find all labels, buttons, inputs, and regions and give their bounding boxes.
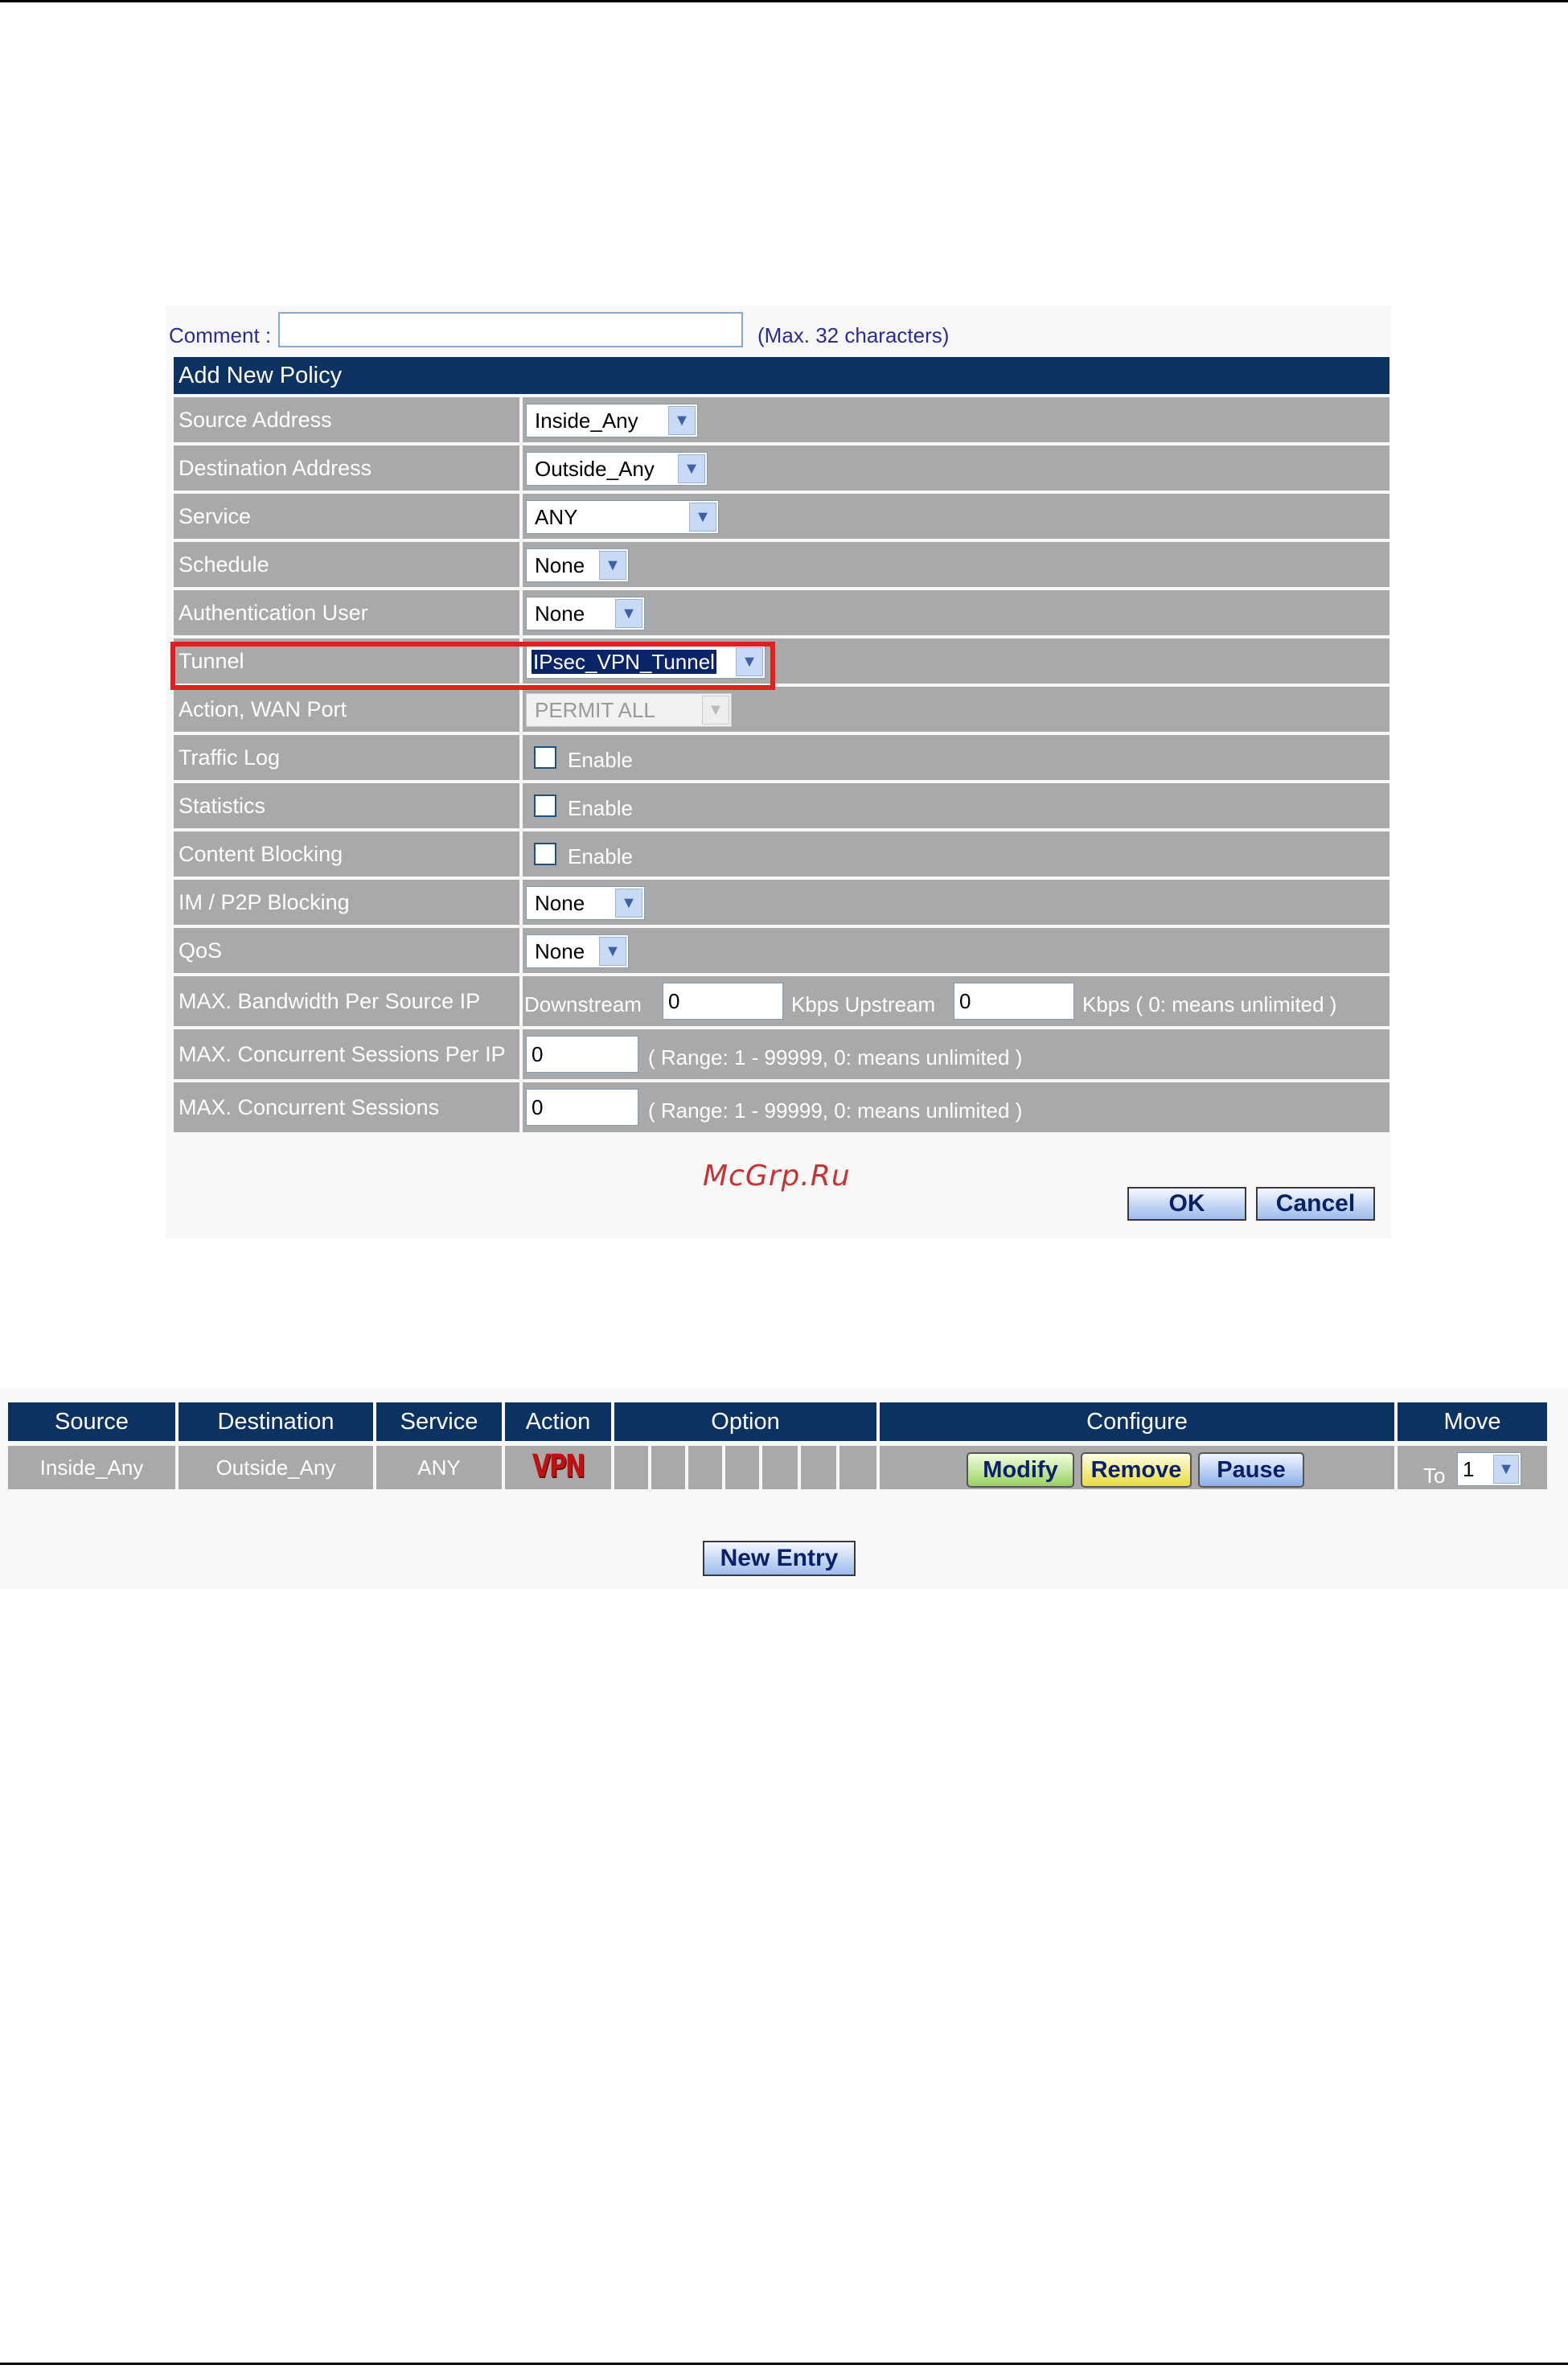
tunnel-highlight-box (170, 642, 775, 690)
row-qos (174, 928, 1389, 973)
option-cell-2 (651, 1446, 685, 1489)
authentication-user-select[interactable] (526, 597, 645, 630)
header-action: Action (505, 1402, 611, 1441)
max-bandwidth-label: MAX. Bandwidth Per Source IP (174, 976, 519, 1026)
option-cell-5 (762, 1446, 798, 1489)
row-content-blocking (174, 831, 1389, 877)
schedule-label: Schedule (174, 542, 519, 587)
chevron-down-icon[interactable]: ▼ (615, 889, 642, 918)
chevron-down-icon: ▼ (702, 696, 729, 725)
action-wan-port-select (526, 693, 732, 727)
row-authentication-user (174, 590, 1389, 635)
chevron-down-icon[interactable]: ▼ (678, 454, 705, 483)
qos-label: QoS (174, 928, 519, 973)
cell-destination: Outside_Any (179, 1446, 373, 1489)
chevron-down-icon[interactable]: ▼ (599, 551, 626, 580)
source-address-label: Source Address (174, 397, 519, 442)
option-cell-7 (839, 1446, 876, 1489)
header-service: Service (376, 1402, 502, 1441)
destination-address-select[interactable] (526, 452, 708, 486)
max-sessions-per-ip-label: MAX. Concurrent Sessions Per IP (174, 1029, 519, 1079)
max-sessions-per-ip-hint: ( Range: 1 - 99999, 0: means unlimited ) (648, 1045, 1023, 1070)
upstream-label: Kbps Upstream (791, 992, 936, 1016)
policy-table (0, 1388, 1568, 1589)
max-sessions-hint: ( Range: 1 - 99999, 0: means unlimited ) (648, 1098, 1023, 1123)
content-blocking-enable-label: Enable (568, 844, 633, 868)
comment-label: Comment : (169, 323, 272, 347)
remove-button[interactable]: Remove (1081, 1452, 1192, 1488)
header-source: Source (8, 1402, 175, 1441)
watermark: McGrp.Ru (703, 1160, 851, 1193)
content-blocking-label: Content Blocking (174, 831, 519, 877)
service-select[interactable] (526, 500, 719, 534)
traffic-log-enable-label: Enable (568, 748, 633, 772)
row-statistics (174, 783, 1389, 828)
new-entry-button[interactable]: New Entry (703, 1541, 856, 1576)
source-address-value: Inside_Any (535, 409, 638, 433)
upstream-input[interactable]: 0 (954, 983, 1074, 1020)
downstream-input[interactable]: 0 (663, 983, 783, 1020)
service-label: Service (174, 494, 519, 539)
option-cell-4 (725, 1446, 759, 1489)
destination-address-value: Outside_Any (535, 457, 655, 481)
header-configure: Configure (880, 1402, 1394, 1441)
chevron-down-icon[interactable]: ▼ (1493, 1455, 1519, 1484)
comment-hint: (Max. 32 characters) (757, 323, 950, 347)
im-p2p-blocking-label: IM / P2P Blocking (174, 880, 519, 925)
authentication-user-label: Authentication User (174, 590, 519, 635)
chevron-down-icon[interactable]: ▼ (668, 406, 696, 435)
row-source-address (174, 397, 1389, 442)
max-sessions-label: MAX. Concurrent Sessions (174, 1082, 519, 1132)
row-im-p2p-blocking (174, 880, 1389, 925)
action-wan-port-label: Action, WAN Port (174, 687, 519, 732)
move-select[interactable] (1457, 1452, 1521, 1486)
traffic-log-checkbox[interactable] (534, 746, 556, 769)
cell-source: Inside_Any (8, 1446, 175, 1489)
source-address-select[interactable] (526, 404, 698, 437)
row-service (174, 494, 1389, 539)
destination-address-label: Destination Address (174, 445, 519, 491)
tunnel-label: Tunnel (174, 638, 519, 684)
move-value: 1 (1463, 1457, 1475, 1481)
chevron-down-icon[interactable]: ▼ (615, 599, 642, 628)
vpn-icon: VPN (532, 1448, 585, 1486)
cancel-button[interactable]: Cancel (1256, 1187, 1375, 1221)
row-max-sessions-per-ip (174, 1029, 1389, 1079)
row-destination-address (174, 445, 1389, 491)
option-cell-1 (614, 1446, 648, 1489)
im-p2p-blocking-value: None (535, 891, 585, 915)
max-sessions-input[interactable]: 0 (526, 1089, 638, 1126)
comment-input[interactable] (278, 312, 743, 347)
service-value: ANY (535, 505, 578, 529)
add-policy-form (166, 306, 1391, 1238)
max-sessions-per-ip-input[interactable]: 0 (526, 1036, 638, 1073)
option-cell-6 (801, 1446, 836, 1489)
qos-select[interactable] (526, 934, 629, 968)
traffic-log-label: Traffic Log (174, 735, 519, 780)
authentication-user-value: None (535, 601, 585, 626)
schedule-value: None (535, 553, 585, 577)
modify-button[interactable]: Modify (967, 1452, 1074, 1488)
statistics-label: Statistics (174, 783, 519, 828)
qos-value: None (535, 939, 585, 963)
content-blocking-checkbox[interactable] (534, 843, 556, 865)
bandwidth-hint: Kbps ( 0: means unlimited ) (1082, 992, 1337, 1016)
header-move: Move (1398, 1402, 1547, 1441)
pause-button[interactable]: Pause (1198, 1452, 1304, 1488)
header-destination: Destination (179, 1402, 373, 1441)
chevron-down-icon[interactable]: ▼ (736, 647, 763, 676)
row-action-wan-port (174, 687, 1389, 732)
tunnel-value: IPsec_VPN_Tunnel (533, 650, 715, 674)
statistics-checkbox[interactable] (534, 794, 556, 817)
cell-service: ANY (376, 1446, 502, 1489)
row-max-sessions (174, 1082, 1389, 1132)
top-rule (0, 0, 1568, 2)
move-to-label: To (1423, 1464, 1446, 1488)
row-traffic-log (174, 735, 1389, 780)
chevron-down-icon[interactable]: ▼ (599, 937, 626, 966)
downstream-label: Downstream (524, 992, 642, 1016)
option-cell-3 (688, 1446, 722, 1489)
ok-button[interactable]: OK (1127, 1187, 1246, 1221)
statistics-enable-label: Enable (568, 796, 633, 820)
im-p2p-blocking-select[interactable] (526, 886, 645, 920)
row-schedule (174, 542, 1389, 587)
form-header: Add New Policy (174, 357, 1389, 394)
row-max-bandwidth (174, 976, 1389, 1026)
chevron-down-icon[interactable]: ▼ (689, 503, 716, 532)
cell-action (505, 1446, 611, 1489)
action-wan-port-value: PERMIT ALL (535, 698, 655, 722)
schedule-select[interactable] (526, 548, 629, 582)
header-option: Option (614, 1402, 876, 1441)
bottom-rule (0, 2363, 1568, 2365)
